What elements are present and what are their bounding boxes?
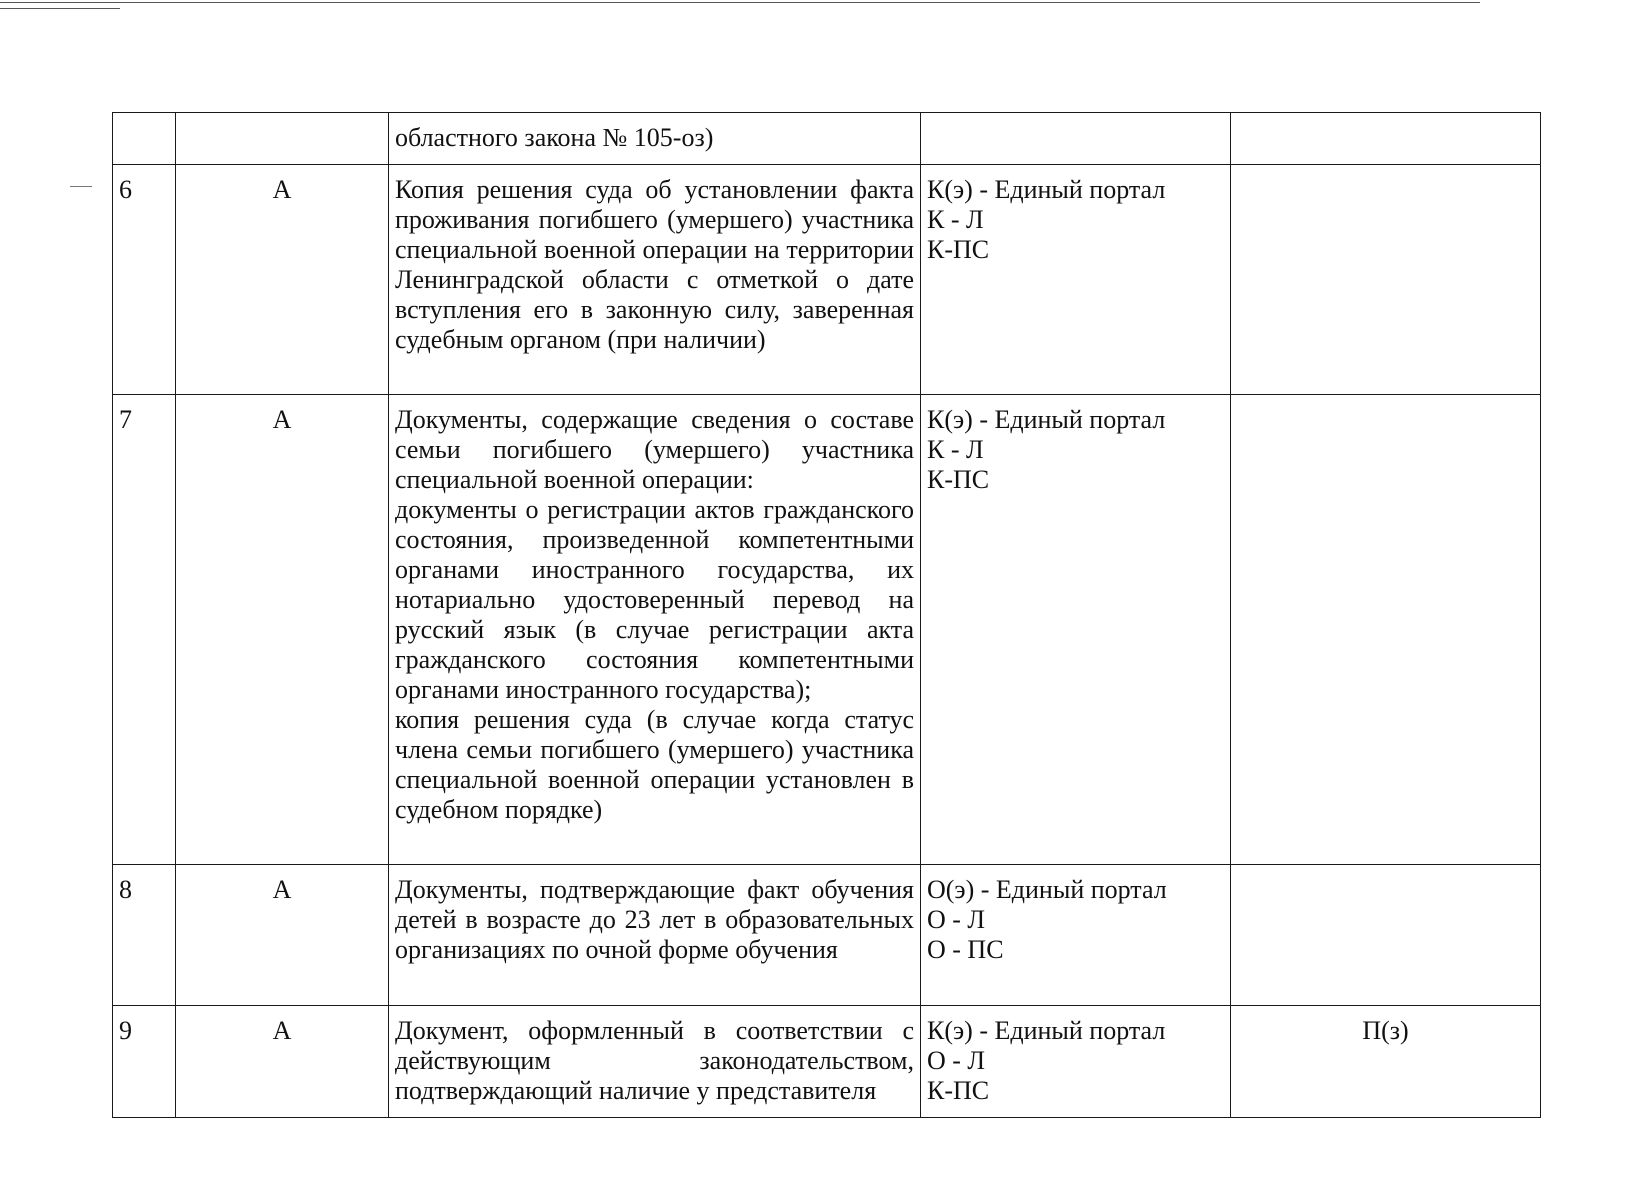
submission-method: О - Л <box>927 1046 986 1075</box>
row-category <box>176 113 389 165</box>
row-submission-methods <box>921 113 1231 165</box>
description-paragraph: Документы, подтверждающие факт обучения детей в возрасте до 23 лет в образовательных организациях по очной форме обучения <box>395 875 914 964</box>
row-category: А <box>176 1006 389 1118</box>
row-category: А <box>176 865 389 1006</box>
submission-method: К(э) - Единый портал <box>927 405 1166 434</box>
row-extra <box>1231 395 1541 865</box>
row-category: А <box>176 165 389 395</box>
row-number: 6 <box>113 165 176 395</box>
submission-method: К-ПС <box>927 465 990 494</box>
table-row <box>113 165 1541 395</box>
row-description <box>389 1006 921 1118</box>
row-description <box>389 165 921 395</box>
table-row <box>113 865 1541 1006</box>
row-number: 9 <box>113 1006 176 1118</box>
row-extra <box>1231 165 1541 395</box>
description-paragraph: Документ, оформленный в соответствии с действующим законодательством, подтверждающий наличие у представителя <box>395 1016 914 1105</box>
row-submission-methods <box>921 395 1231 865</box>
submission-method: К-ПС <box>927 1076 990 1105</box>
submission-method: О(э) - Единый портал <box>927 875 1167 904</box>
row-description <box>389 113 921 165</box>
row-extra <box>1231 865 1541 1006</box>
table-row <box>113 113 1541 165</box>
description-paragraph: Копия решения суда об установлении факта проживания погибшего (умершего) участника специальной военной операции на территории Ленинградской области с отметкой о дате вступления его в законную силу, заверенная судебным органом (при наличии) <box>395 175 914 354</box>
submission-method: О - Л <box>927 905 986 934</box>
description-paragraph: областного закона № 105-оз) <box>395 123 714 152</box>
row-submission-methods <box>921 1006 1231 1118</box>
submission-method: К(э) - Единый портал <box>927 175 1166 204</box>
submission-method: К - Л <box>927 205 984 234</box>
scan-edge-line <box>0 8 120 9</box>
table-row <box>113 1006 1541 1118</box>
submission-method: К(э) - Единый портал <box>927 1016 1166 1045</box>
submission-method: О - ПС <box>927 935 1004 964</box>
description-paragraph: документы о регистрации актов гражданского состояния, произведенной компетентными органами иностранного государства, их нотариально удостоверенный перевод на русский язык (в случае регистрации акта гражданского состояния компетентными органами иностранного государства); <box>395 495 914 704</box>
submission-method: К - Л <box>927 435 984 464</box>
row-extra <box>1231 113 1541 165</box>
scan-edge-line <box>0 2 1480 3</box>
row-description <box>389 395 921 865</box>
row-description <box>389 865 921 1006</box>
table-row <box>113 395 1541 865</box>
documents-table <box>112 112 1541 1118</box>
row-number <box>113 113 176 165</box>
description-paragraph: копия решения суда (в случае когда статус члена семьи погибшего (умершего) участника специальной военной операции установлен в судебном порядке) <box>395 705 914 824</box>
row-submission-methods <box>921 165 1231 395</box>
description-paragraph: Документы, содержащие сведения о составе семьи погибшего (умершего) участника специальной военной операции: <box>395 405 914 494</box>
row-extra: П(з) <box>1231 1006 1541 1118</box>
row-category: А <box>176 395 389 865</box>
row-number: 8 <box>113 865 176 1006</box>
row-submission-methods <box>921 865 1231 1006</box>
row-number: 7 <box>113 395 176 865</box>
margin-mark <box>70 186 92 187</box>
submission-method: К-ПС <box>927 235 990 264</box>
